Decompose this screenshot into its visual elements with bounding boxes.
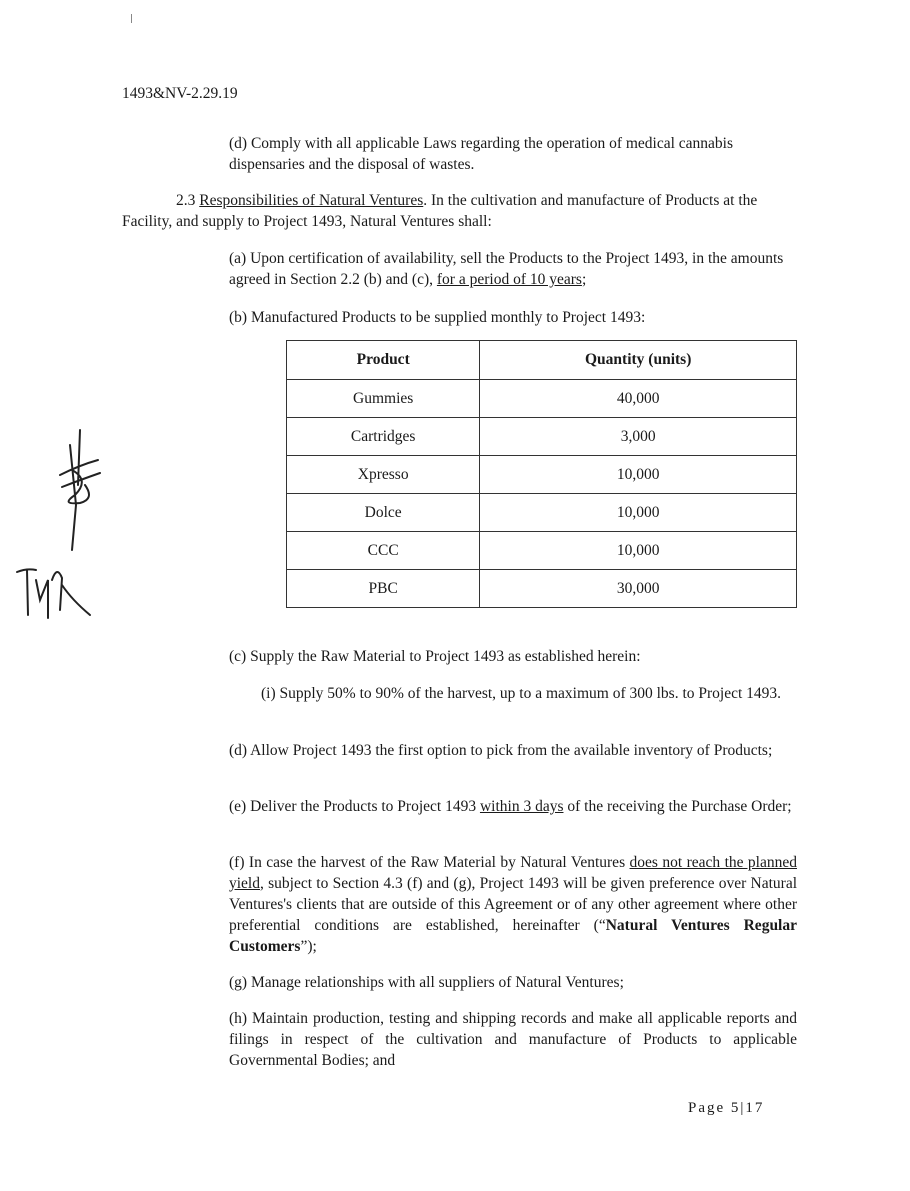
item-a-text: (a) Upon certification of availability, sell the Products to the Project 1493, in the amounts agreed in Section 2.2 (b) and (c),: [229, 250, 784, 288]
item-c: (c) Supply the Raw Material to Project 1493 as established herein:: [229, 648, 641, 665]
quantity-cell: 10,000: [480, 532, 797, 570]
item-d: (d) Allow Project 1493 the first option to pick from the available inventory of Products;: [229, 742, 773, 759]
item-f-defined-term: Natural Ventures Regular Customers: [229, 917, 797, 955]
product-cell: Cartridges: [287, 418, 480, 456]
quantity-cell: 40,000: [480, 380, 797, 418]
header-quantity: Quantity (units): [480, 341, 797, 380]
quantity-cell: 30,000: [480, 570, 797, 608]
section-number: 2.3: [176, 192, 196, 209]
item-a: [229, 248, 797, 290]
product-cell: Gummies: [287, 380, 480, 418]
item-f-mid: , subject to Section 4.3 (f) and (g), Project 1493 will be given preference over Natural Ventures's clients that are outside of this Agreement or of any other agreement where other preferential conditions are established, hereinafter (“: [229, 875, 797, 934]
section-intro: . In the cultivation and manufacture of Products at the Facility, and supply to Project 1493, Natural Ventures shall:: [122, 192, 758, 230]
paragraph-d-comply: (d) Comply with all applicable Laws regarding the operation of medical cannabis dispensaries and the disposal of wastes.: [229, 135, 734, 173]
signature-initials-lower: [12, 560, 102, 620]
item-e: [229, 796, 797, 817]
quantity-cell: 10,000: [480, 456, 797, 494]
header-product: Product: [287, 341, 480, 380]
table-row: [287, 532, 797, 570]
section-2-3: [122, 190, 797, 232]
item-f-underlined: does not reach the planned yield: [229, 854, 797, 892]
item-e-post: of the receiving the Purchase Order;: [563, 798, 792, 815]
table-header-row: [287, 341, 797, 380]
table-row: [287, 418, 797, 456]
product-quantity-table: [286, 340, 797, 608]
quantity-cell: 10,000: [480, 494, 797, 532]
quantity-cell: 3,000: [480, 418, 797, 456]
page-number: Page 5|17: [688, 1100, 765, 1116]
item-g: (g) Manage relationships with all suppliers of Natural Ventures;: [229, 974, 624, 991]
item-f: [229, 852, 797, 957]
document-id: 1493&NV-2.29.19: [122, 85, 238, 102]
item-f-text: (f) In case the harvest of the Raw Material by Natural Ventures: [229, 854, 630, 871]
table-row: [287, 380, 797, 418]
signature-initials-upper: [50, 425, 110, 555]
item-b: (b) Manufactured Products to be supplied monthly to Project 1493:: [229, 309, 646, 326]
item-e-text: (e) Deliver the Products to Project 1493: [229, 798, 480, 815]
product-cell: PBC: [287, 570, 480, 608]
section-heading: Responsibilities of Natural Ventures: [199, 192, 424, 209]
table-row: [287, 456, 797, 494]
item-a-end: ;: [581, 271, 587, 288]
scan-mark: [131, 14, 132, 23]
item-a-underlined: for a period of 10 years: [436, 271, 582, 288]
item-e-underlined: within 3 days: [479, 798, 564, 815]
item-f-post: ”);: [300, 938, 317, 955]
product-cell: Xpresso: [287, 456, 480, 494]
item-h: (h) Maintain production, testing and shipping records and make all applicable reports and filings in respect of the cultivation and manufacture of Products to applicable Governmental Bodies; and: [229, 1010, 797, 1069]
product-cell: Dolce: [287, 494, 480, 532]
item-c-sub-i: (i) Supply 50% to 90% of the harvest, up to a maximum of 300 lbs. to Project 1493.: [261, 685, 782, 702]
table-row: [287, 494, 797, 532]
table-row: [287, 570, 797, 608]
product-cell: CCC: [287, 532, 480, 570]
